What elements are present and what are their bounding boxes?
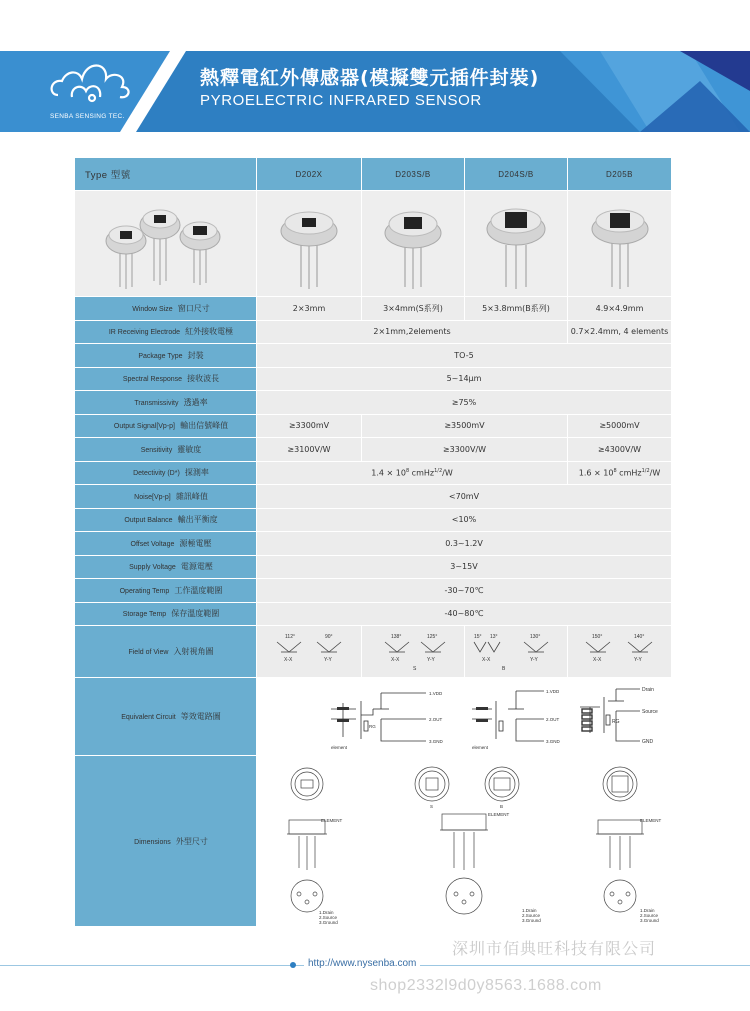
svg-text:2.OUT: 2.OUT: [428, 716, 442, 722]
svg-text:2.OUT: 2.OUT: [546, 716, 560, 722]
photo-d202x: [257, 191, 362, 297]
model-d204sb: D204S/B: [465, 158, 568, 191]
fov-diagram: [259, 628, 359, 674]
photo-d205b: [568, 191, 672, 297]
row-label-transmissivity: Transmissivity 透過率: [75, 391, 257, 415]
svg-text:1.Drain: 1.Drain: [640, 908, 655, 913]
circuit-diagram: [261, 679, 461, 753]
cell-value: ≥3300V/W: [362, 438, 568, 462]
row-label-detectivity: Detectivity (D*) 探測率: [75, 461, 257, 485]
svg-text:3.GND: 3.GND: [428, 738, 443, 744]
table-row: [75, 438, 672, 462]
cell-value: 2×1mm,2elements: [257, 320, 568, 344]
svg-text:13°: 13°: [490, 633, 498, 640]
cell-value: 0.3~1.2V: [257, 532, 672, 556]
svg-text:Drain: Drain: [641, 686, 654, 693]
svg-text:130°: 130°: [530, 633, 541, 640]
row-label-noise: Noise[Vp-p] 雜訊峰值: [75, 485, 257, 509]
row-label-dimensions: Dimensions 外型尺寸: [75, 756, 257, 927]
cell-value: <10%: [257, 508, 672, 532]
cell-value: -40~80℃: [257, 602, 672, 626]
cell-value: ≥75%: [257, 391, 672, 415]
cell-value: ≥3300mV: [257, 414, 362, 438]
cell-value: 3×4mm(S系列): [362, 297, 465, 321]
svg-text:125°: 125°: [427, 633, 438, 640]
svg-text:1.Drain: 1.Drain: [319, 910, 334, 915]
table-row: [75, 367, 672, 391]
table-row: [75, 626, 672, 678]
dimension-drawing: [568, 756, 672, 924]
cell-value: TO-5: [257, 344, 672, 368]
table-row: [75, 555, 672, 579]
photo-d204sb: [465, 191, 568, 297]
model-d203sb: D203S/B: [362, 158, 465, 191]
circuit-d205: [568, 678, 672, 756]
cell-value: ≥5000mV: [568, 414, 672, 438]
row-label-spectral: Spectral Response 接收波長: [75, 367, 257, 391]
sensor-image-d205b: [578, 195, 662, 291]
svg-text:140°: 140°: [633, 633, 644, 640]
svg-text:150°: 150°: [591, 633, 602, 640]
svg-text:X-X: X-X: [482, 656, 491, 663]
svg-text:B: B: [500, 804, 504, 809]
svg-text:RG: RG: [368, 723, 376, 729]
fov-diagram: [363, 628, 463, 674]
cell-value: ≥3500mV: [362, 414, 568, 438]
table-row: [75, 297, 672, 321]
row-label-supply: Supply Voltage 電源電壓: [75, 555, 257, 579]
circuit-d204: [465, 678, 568, 756]
sensor-image-d204sb: [474, 195, 558, 291]
fov-d205: [568, 626, 672, 678]
watermark-company: 深圳市佰典旺科技有限公司: [452, 939, 657, 958]
svg-text:Y-Y: Y-Y: [530, 656, 538, 663]
type-label: Type 型號: [75, 158, 257, 191]
fov-d204: [465, 626, 568, 678]
row-label-balance: Output Balance 輸出平衡度: [75, 508, 257, 532]
cell-value: ≥4300V/W: [568, 438, 672, 462]
row-label-window-size: Window Size 窗口尺寸: [75, 297, 257, 321]
svg-text:RG: RG: [611, 718, 619, 725]
row-label-package: Package Type 封裝: [75, 344, 257, 368]
table-row: [75, 532, 672, 556]
svg-text:2.Source: 2.Source: [640, 913, 659, 918]
photo-row: [75, 191, 672, 297]
table-row: [75, 320, 672, 344]
svg-text:ELEMENT: ELEMENT: [488, 812, 510, 817]
svg-text:GND: GND: [641, 738, 653, 745]
fov-d203: [362, 626, 465, 678]
cell-value: 4.9×4.9mm: [568, 297, 672, 321]
row-label-output-signal: Output Signal[Vp-p] 輸出信號峰值: [75, 414, 257, 438]
svg-text:element: element: [330, 744, 347, 750]
table-header-row: [75, 158, 672, 191]
table-row: [75, 579, 672, 603]
cell-value: 3~15V: [257, 555, 672, 579]
cell-value: 0.7×2.4mm, 4 elements: [568, 320, 672, 344]
model-d202x: D202X: [257, 158, 362, 191]
cell-value: 5~14μm: [257, 367, 672, 391]
svg-text:138°: 138°: [391, 633, 402, 640]
table-row: [75, 344, 672, 368]
sensor-image-d202x: [267, 195, 351, 291]
svg-text:3.GND: 3.GND: [546, 738, 560, 744]
model-d205b: D205B: [568, 158, 672, 191]
svg-text:X-X: X-X: [391, 656, 400, 663]
page-title-en: PYROELECTRIC INFRARED SENSOR: [200, 92, 482, 109]
watermark-shop: shop2332l9d0y8563.1688.com: [370, 977, 602, 994]
footer-dot-icon: [290, 962, 296, 968]
header-banner: [0, 51, 750, 132]
svg-text:S: S: [430, 804, 434, 809]
dimension-d203-d204: [362, 756, 568, 927]
cell-value: 5×3.8mm(B系列): [465, 297, 568, 321]
svg-text:S: S: [413, 665, 417, 672]
row-label-fov: Field of View 入射視角圖: [75, 626, 257, 678]
svg-text:X-X: X-X: [592, 656, 601, 663]
cell-value: $1.6 \times 10^8$ cmHz$^{1/2}$/W: [568, 461, 672, 485]
svg-text:2.Source: 2.Source: [319, 915, 338, 920]
logo-icon: [44, 51, 140, 111]
page-title-cn: 熱釋電紅外傳感器(模擬雙元插件封裝): [200, 67, 540, 89]
fov-d202x: [257, 626, 362, 678]
cell-value: <70mV: [257, 485, 672, 509]
cell-value: $1.4 \times 10^8$ cmHz$^{1/2}$/W: [257, 461, 568, 485]
svg-text:ELEMENT: ELEMENT: [640, 818, 662, 823]
dimension-d205b: [568, 756, 672, 927]
dimension-d202x: [257, 756, 362, 927]
fov-diagram: [570, 628, 670, 674]
row-label-operating: Operating Temp 工作溫度範圍: [75, 579, 257, 603]
table-row: [75, 756, 672, 927]
svg-text:15°: 15°: [474, 633, 482, 640]
svg-text:1.VDD: 1.VDD: [428, 690, 442, 696]
row-label-sensitivity: Sensitivity 靈敏度: [75, 438, 257, 462]
svg-text:3.Ground: 3.Ground: [640, 918, 659, 923]
dimension-drawing: [362, 756, 568, 924]
svg-text:ELEMENT: ELEMENT: [321, 818, 343, 823]
row-label-offset: Offset Voltage 源極電壓: [75, 532, 257, 556]
sensor-image-d203sb: [371, 195, 455, 291]
svg-text:1.Drain: 1.Drain: [522, 908, 537, 913]
circuit-diagram: [570, 679, 670, 753]
row-label-storage: Storage Temp 保存溫度範圍: [75, 602, 257, 626]
cell-value: -30~70℃: [257, 579, 672, 603]
row-label-ir-electrode: IR Receiving Electrode 紅外接收電極: [75, 320, 257, 344]
group-photo: [75, 191, 257, 297]
svg-text:3.Ground: 3.Ground: [522, 918, 541, 923]
svg-text:Y-Y: Y-Y: [633, 656, 642, 663]
cell-value: 2×3mm: [257, 297, 362, 321]
company-logo: [44, 51, 140, 132]
fov-diagram: [466, 628, 566, 674]
svg-text:90°: 90°: [325, 633, 333, 640]
svg-text:element: element: [472, 744, 489, 750]
circuit-d202-d203: [257, 678, 465, 756]
table-row: [75, 602, 672, 626]
svg-text:2.Source: 2.Source: [522, 913, 541, 918]
spec-table: [74, 157, 672, 927]
footer-link[interactable]: http://www.nysenba.com: [304, 958, 420, 969]
circuit-diagram: [466, 679, 566, 753]
svg-text:3.Ground: 3.Ground: [319, 920, 338, 924]
row-label-circuit: Equivalent Circuit 等效電路圖: [75, 678, 257, 756]
svg-text:112°: 112°: [285, 633, 295, 640]
sensor-group-image: [96, 195, 236, 291]
svg-text:X-X: X-X: [284, 656, 293, 663]
table-row: [75, 414, 672, 438]
table-row: [75, 485, 672, 509]
table-row: [75, 461, 672, 485]
table-row: [75, 391, 672, 415]
company-name: SENBA SENSING TEC.: [50, 113, 125, 120]
svg-text:Y-Y: Y-Y: [324, 656, 332, 663]
table-row: [75, 678, 672, 756]
table-row: [75, 508, 672, 532]
svg-text:Source: Source: [641, 708, 658, 715]
cell-value: ≥3100V/W: [257, 438, 362, 462]
svg-text:B: B: [502, 665, 506, 672]
photo-d203sb: [362, 191, 465, 297]
svg-text:Y-Y: Y-Y: [427, 656, 435, 663]
svg-text:1.VDD: 1.VDD: [546, 688, 560, 694]
dimension-drawing: [257, 756, 361, 924]
